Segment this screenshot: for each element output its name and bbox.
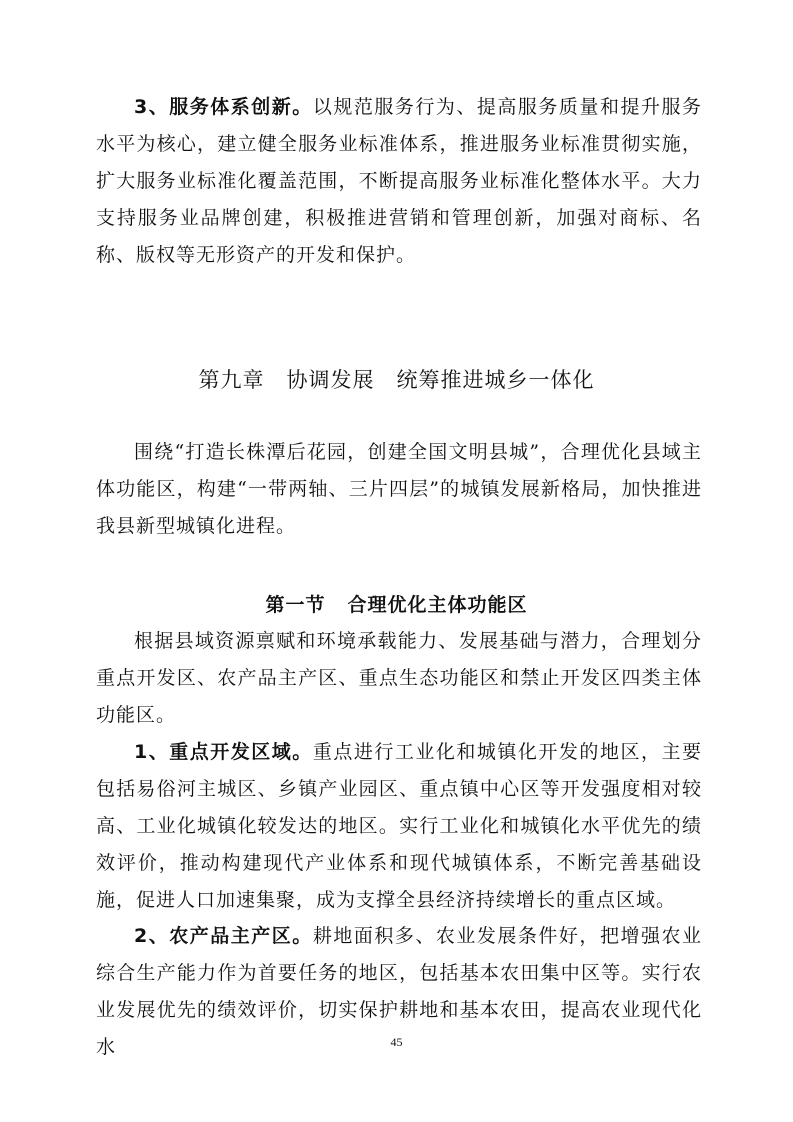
chapter-intro-paragraph: 围绕“打造长株潭后花园，创建全国文明县城”，合理优化县域主体功能区，构建“一带两轴、三片四层”的城镇发展新格局，加快推进我县新型城镇化进程。 — [96, 441, 702, 537]
paragraph-heading: 1、重点开发区域。 — [134, 741, 313, 763]
section-number: 第一节 — [265, 594, 326, 616]
chapter-title-part-2: 统筹推进城乡一体化 — [396, 368, 595, 392]
page-number: 45 — [390, 1035, 403, 1049]
paragraph-body: 重点进行工业化和城镇化开发的地区，主要包括易俗河主城区、乡镇产业园区、重点镇中心区等开发强度相对较高、工业化城镇化较发达的地区。实行工业化和城镇化水平优先的绩效评价，推动构建现代产业体系和现代城镇体系，不断完善基础设施，促进人口加速集聚，成为支撑全县经济持续增长的重点区域。 — [96, 741, 702, 911]
paragraph-heading: 3、服务体系创新。 — [134, 96, 313, 118]
paragraph-heading: 2、农产品主产区。 — [134, 925, 313, 947]
paragraph-key-development-zone — [96, 734, 702, 919]
chapter-title-part-1: 协调发展 — [286, 368, 375, 392]
paragraph-body: 耕地面积多、农业发展条件好，把增强农业综合生产能力作为首要任务的地区，包括基本农田集中区等。实行农业发展优先的绩效评价，切实保护耕地和基本农田，提高农业现代化水 — [96, 925, 702, 1058]
chapter-title — [0, 365, 793, 395]
paragraph-service-system-innovation — [96, 89, 702, 274]
section-intro-paragraph: 根据县域资源禀赋和环境承载能力、发展基础与潜力，合理划分重点开发区、农产品主产区、重点生态功能区和禁止开发区四类主体功能区。 — [96, 630, 702, 726]
section-title-text: 合理优化主体功能区 — [347, 594, 528, 616]
chapter-number: 第九章 — [198, 368, 265, 392]
paragraph-body: 以规范服务行为、提高服务质量和提升服务水平为核心，建立健全服务业标准体系，推进服务业标准贯彻实施，扩大服务业标准化覆盖范围，不断提高服务业标准化整体水平。大力支持服务业品牌创建，积极推进营销和管理创新，加强对商标、名称、版权等无形资产的开发和保护。 — [96, 96, 702, 266]
section-title — [0, 590, 793, 620]
